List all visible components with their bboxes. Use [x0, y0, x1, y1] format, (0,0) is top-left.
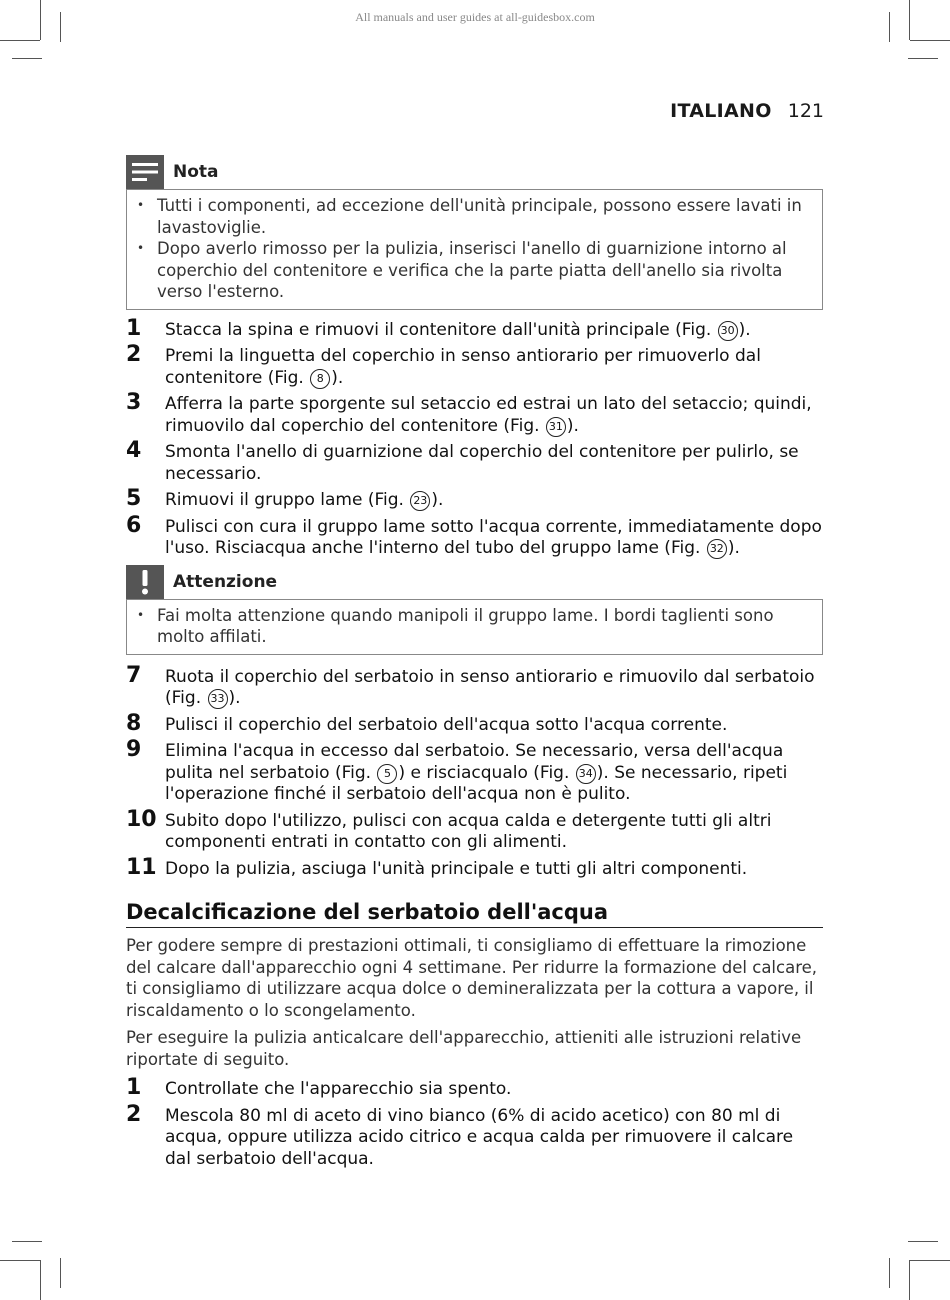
- step-number: 2: [126, 1101, 142, 1127]
- step-number: 5: [126, 486, 142, 511]
- step-number: 1: [126, 1075, 142, 1100]
- step-number: 10: [126, 806, 157, 832]
- watermark: All manuals and user guides at all-guidesbox.com: [355, 10, 595, 24]
- step-item: [126, 342, 823, 389]
- step-item: [126, 438, 823, 485]
- caution-item: Fai molta attenzione quando manipoli il gruppo lame. I bordi taglienti sono molto affilati.: [157, 605, 774, 646]
- step-number: 4: [126, 438, 142, 463]
- note-box: [126, 189, 823, 310]
- step-item: [126, 1075, 823, 1101]
- bullet-icon: •: [137, 607, 145, 622]
- crop-mark: [12, 58, 42, 59]
- language-label: ITALIANO: [670, 100, 772, 122]
- note-title-bar: [126, 155, 823, 189]
- step-number: 2: [126, 342, 142, 367]
- list-item: [137, 195, 810, 238]
- step-text: Elimina l'acqua in eccesso dal serbatoio. Se necessario, versa dell'acqua pulita nel serbatoio (Fig. 5 ) e risciacqualo (Fig. 34 ). Se necessario, ripeti l'operazione finché il serbatoio dell'acqua non è pulito.: [165, 741, 788, 804]
- section-title: Decalcificazione del serbatoio dell'acqua: [126, 900, 823, 928]
- step-item: [126, 737, 823, 806]
- crop-mark: [0, 40, 40, 41]
- crop-mark: [910, 40, 950, 41]
- step-number: 7: [126, 662, 142, 688]
- note-item: Dopo averlo rimosso per la pulizia, inserisci l'anello di guarnizione intorno al coperchio del contenitore e verifica che la parte piatta dell'anello sia rivolta verso l'esterno.: [157, 239, 787, 301]
- step-item: [126, 486, 823, 512]
- note-item: Tutti i componenti, ad eccezione dell'unità principale, possono essere lavati in lavastoviglie.: [157, 196, 802, 237]
- step-item: [126, 315, 823, 342]
- list-item: [137, 238, 810, 303]
- figure-ref: 31: [546, 417, 566, 437]
- step-text: Mescola 80 ml di aceto di vino bianco (6% di acido acetico) con 80 ml di acqua, oppure utilizza acido citrico e acqua calda per rimuovere il calcare dal serbatoio dell'acqua.: [165, 1105, 794, 1169]
- crop-mark: [60, 1258, 61, 1288]
- figure-ref: 34: [576, 764, 596, 784]
- figure-ref: 5: [377, 764, 397, 784]
- step-text: Stacca la spina e rimuovi il contenitore dall'unità principale (Fig. 30 ).: [165, 319, 751, 340]
- crop-mark: [910, 1260, 950, 1261]
- step-number: 6: [126, 512, 142, 538]
- step-number: 8: [126, 710, 142, 736]
- paragraph: Per godere sempre di prestazioni ottimali, ti consigliamo di effettuare la rimozione del calcare dall'apparecchio ogni 4 settimane. Per ridurre la formazione del calcare, ti consigliamo di utilizzare acqua dolce o demineralizzata per la cottura a vapore, il riscaldamento o lo scongelamento.: [126, 936, 818, 1020]
- exclamation-icon: [126, 565, 164, 599]
- figure-ref: 33: [208, 689, 228, 709]
- steps-descaling: [126, 1075, 823, 1170]
- step-item: [126, 390, 823, 437]
- page-number: 121: [787, 100, 824, 122]
- paragraph: Per eseguire la pulizia anticalcare dell'apparecchio, attieniti alle istruzioni relative riportate di seguito.: [126, 1028, 802, 1069]
- caution-title-bar: [126, 565, 823, 599]
- step-text: Ruota il coperchio del serbatoio in senso antiorario e rimuovilo dal serbatoio (Fig. 33 ).: [165, 666, 815, 708]
- step-text: Rimuovi il gruppo lame (Fig. 23 ).: [165, 490, 444, 510]
- step-text: Pulisci con cura il gruppo lame sotto l'acqua corrente, immediatamente dopo l'uso. Risciacqua anche l'interno del tubo del gruppo lame (Fig. 32 ).: [165, 516, 822, 558]
- caution-title: Attenzione: [173, 571, 278, 592]
- step-number: 3: [126, 390, 142, 415]
- bullet-icon: •: [137, 198, 145, 212]
- figure-ref: 23: [410, 491, 430, 511]
- figure-ref: 30: [718, 321, 738, 341]
- step-item: [126, 806, 823, 854]
- list-item: [137, 605, 810, 648]
- bullet-icon: •: [137, 241, 145, 255]
- caution-box: [126, 599, 823, 655]
- step-text: Controllate che l'apparecchio sia spento.: [165, 1079, 512, 1099]
- page-header: [670, 100, 824, 122]
- figure-ref: 8: [310, 369, 330, 389]
- note-title: Nota: [173, 162, 219, 182]
- step-text: Premi la linguetta del coperchio in senso antiorario per rimuoverlo dal contenitore (Fig. 8 ).: [165, 346, 761, 388]
- crop-mark: [908, 58, 938, 59]
- crop-mark: [909, 1260, 910, 1300]
- step-item: [126, 854, 823, 881]
- step-text: Smonta l'anello di guarnizione dal coperchio del contenitore per pulirlo, se necessario.: [165, 442, 799, 484]
- crop-mark: [908, 1241, 938, 1242]
- crop-mark: [40, 1260, 41, 1300]
- step-item: [126, 512, 823, 560]
- steps-tank: [126, 662, 823, 881]
- step-text: Afferra la parte sporgente sul setaccio ed estrai un lato del setaccio; quindi, rimuovilo dal coperchio del contenitore (Fig. 31 ).: [165, 394, 812, 436]
- page-content: [126, 155, 823, 1175]
- note-icon: [126, 155, 164, 189]
- step-number: 11: [126, 854, 157, 880]
- step-item: [126, 1101, 823, 1171]
- step-item: [126, 662, 823, 710]
- step-number: 9: [126, 737, 142, 762]
- step-text: Pulisci il coperchio del serbatoio dell'acqua sotto l'acqua corrente.: [165, 714, 728, 735]
- crop-mark: [0, 1260, 40, 1261]
- step-item: [126, 710, 823, 737]
- crop-mark: [12, 1241, 42, 1242]
- step-number: 1: [126, 315, 142, 341]
- step-text: Dopo la pulizia, asciuga l'unità principale e tutti gli altri componenti.: [165, 858, 748, 879]
- crop-mark: [889, 1258, 890, 1288]
- step-text: Subito dopo l'utilizzo, pulisci con acqua calda e detergente tutti gli altri componenti entrati in contatto con gli alimenti.: [165, 810, 772, 852]
- figure-ref: 32: [707, 539, 727, 559]
- steps-cleaning: [126, 315, 823, 560]
